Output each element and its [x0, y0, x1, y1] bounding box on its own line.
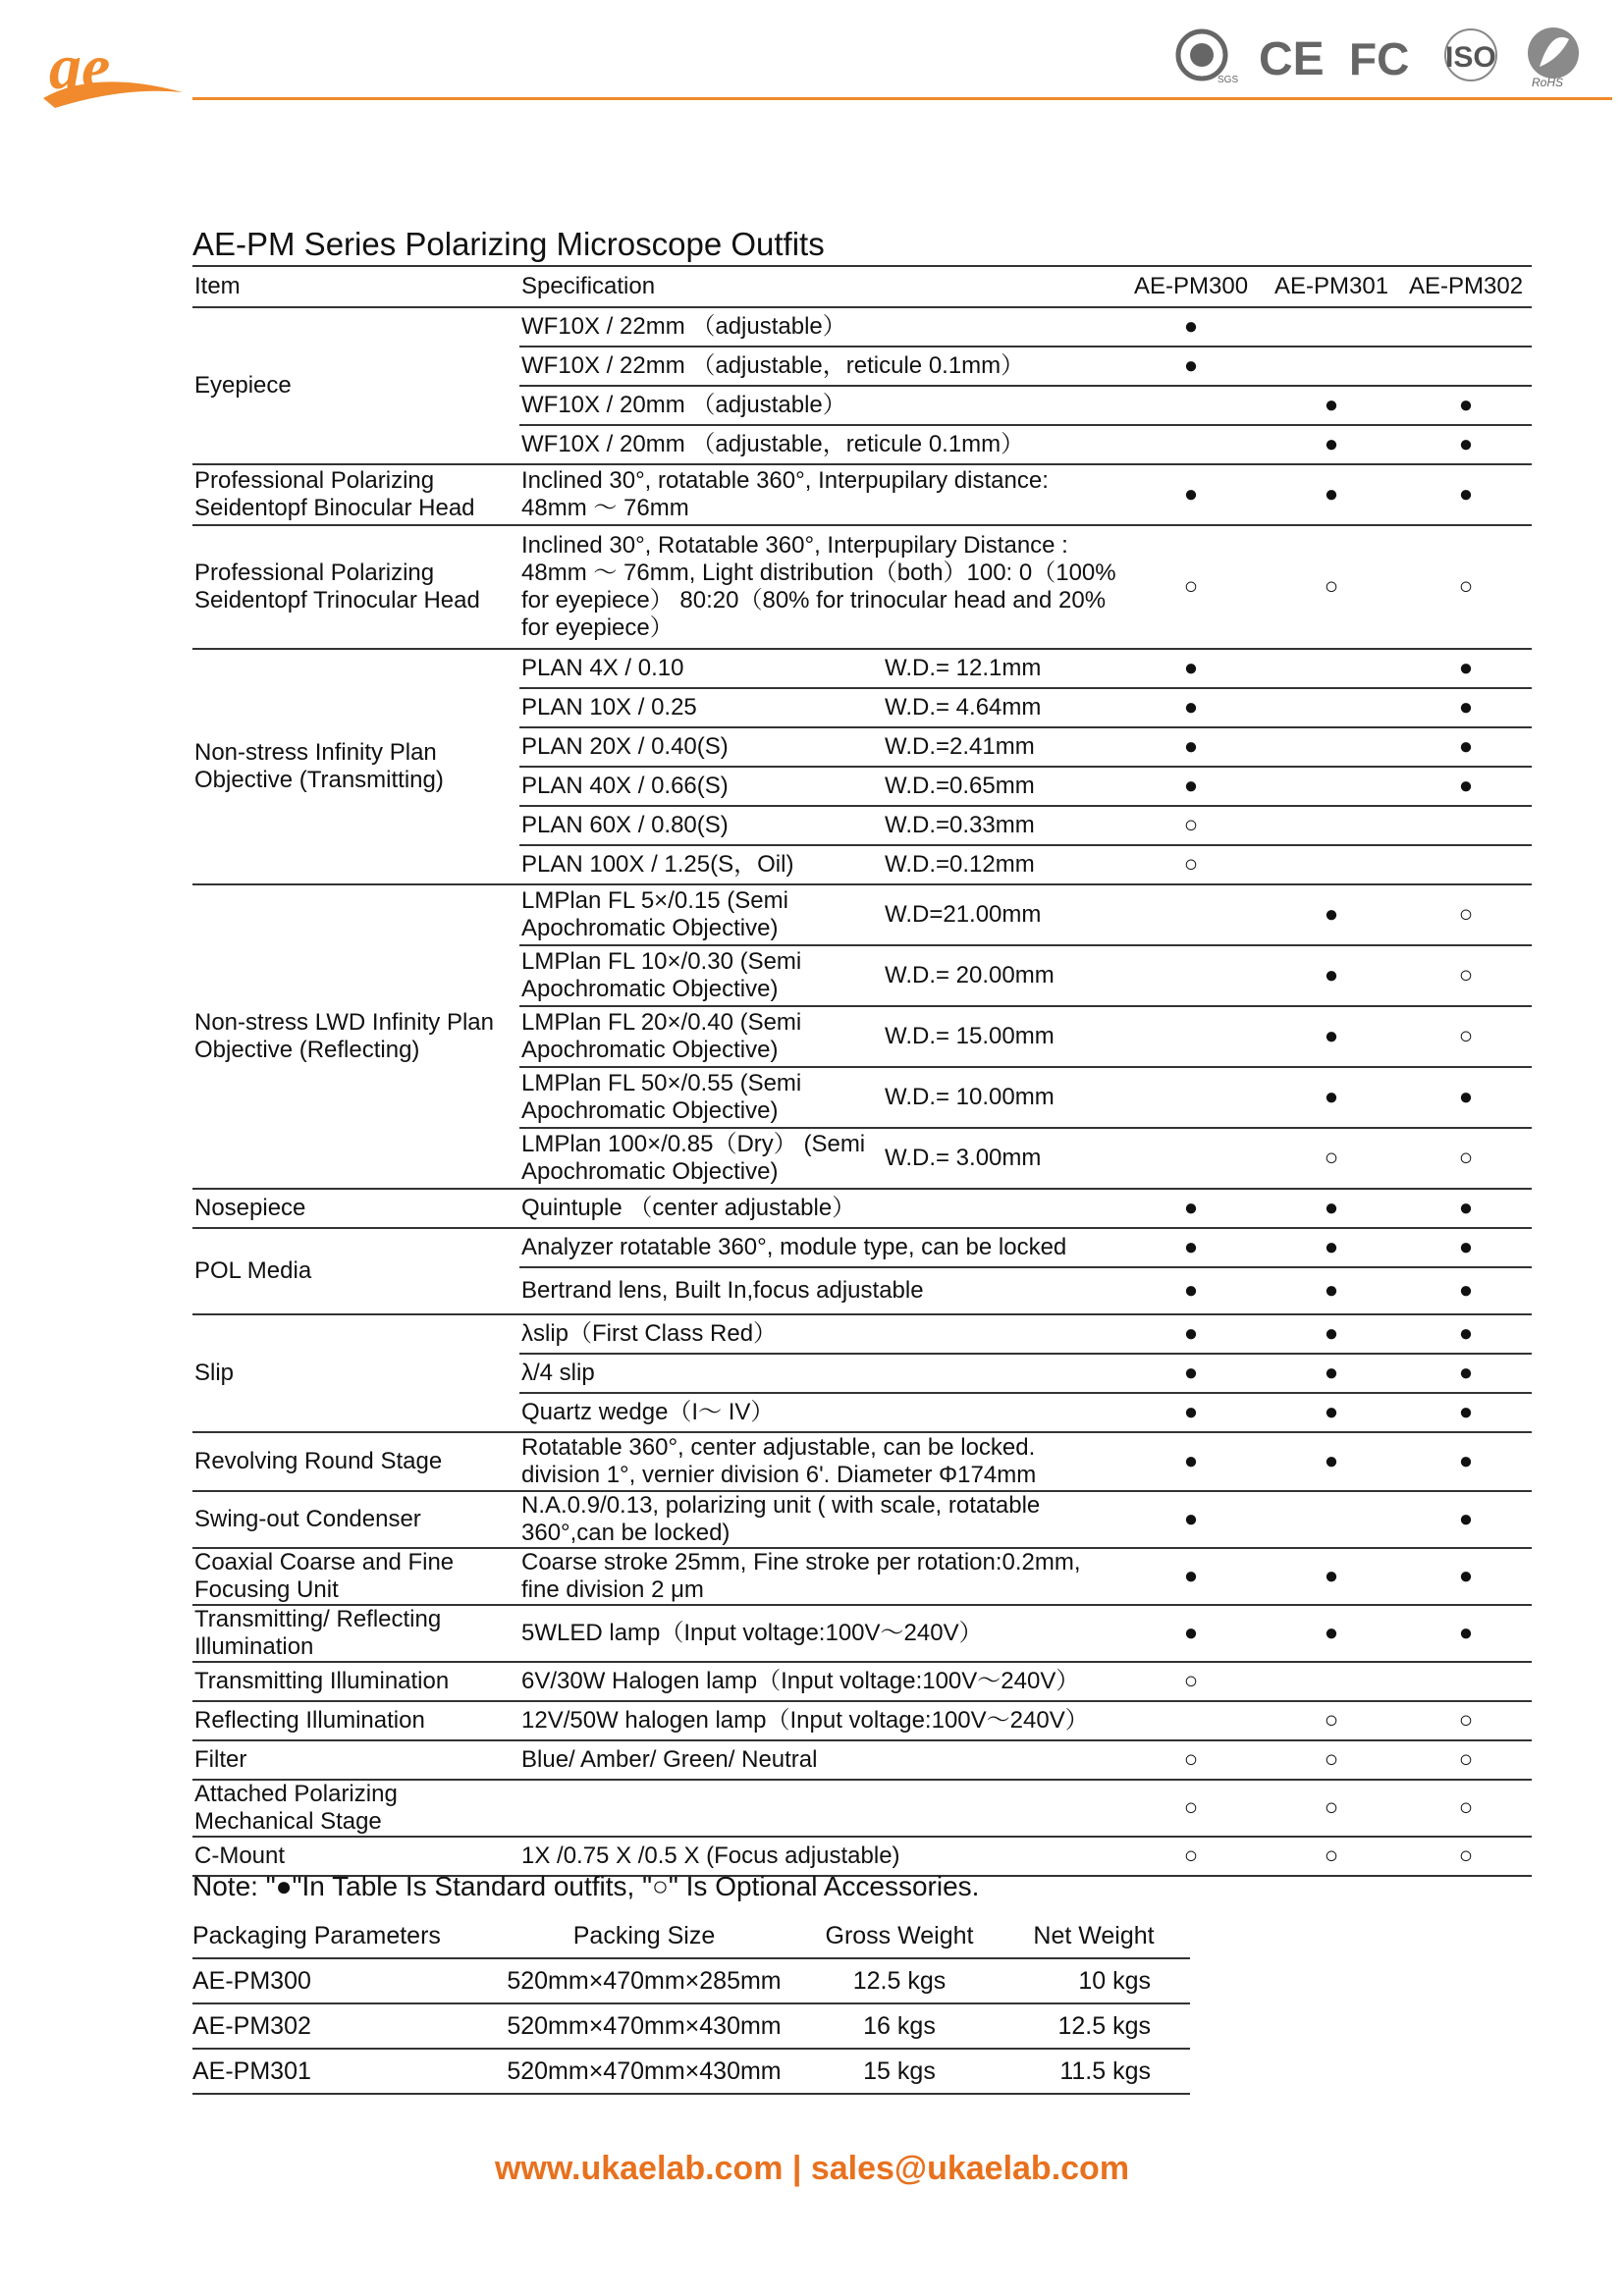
availability-mark: ○ — [1400, 1128, 1532, 1189]
spec-cell: LMPlan FL 20×/0.40 (Semi Apochromatic Objective) — [519, 1006, 883, 1067]
availability-mark — [1263, 649, 1400, 688]
spec-cell: PLAN 100X / 1.25(S，Oil) — [519, 845, 883, 884]
spec-cell: PLAN 4X / 0.10 — [519, 649, 883, 688]
availability-mark: ● — [1263, 386, 1400, 425]
availability-mark: ● — [1400, 425, 1532, 464]
availability-mark: ● — [1400, 1228, 1532, 1267]
availability-mark: ● — [1400, 386, 1532, 425]
availability-mark: ● — [1119, 1354, 1263, 1393]
spec-cell: Rotatable 360°, center adjustable, can be locked. division 1°, vernier division 6'. Diameter Φ174mm — [519, 1432, 1119, 1491]
availability-mark: ● — [1400, 1393, 1532, 1432]
page-title: AE-PM Series Polarizing Microscope Outfits — [192, 226, 825, 262]
availability-mark: ● — [1400, 727, 1532, 767]
item-cell: Reflecting Illumination — [192, 1701, 519, 1740]
packaging-row — [192, 2049, 1190, 2094]
item-cell: Transmitting Illumination — [192, 1662, 519, 1701]
pack-model: AE-PM302 — [192, 2003, 487, 2049]
availability-mark — [1263, 307, 1400, 347]
availability-mark — [1263, 806, 1400, 845]
pack-col-net: Net Weight — [998, 1914, 1190, 1958]
working-distance-cell: W.D.=2.41mm — [883, 727, 1119, 767]
spec-cell: Analyzer rotatable 360°, module type, can be locked — [519, 1228, 1119, 1267]
availability-mark: ● — [1400, 1548, 1532, 1605]
spec-row — [192, 1605, 1532, 1662]
pack-col-size: Packing Size — [487, 1914, 801, 1958]
spec-cell: LMPlan 100×/0.85（Dry） (Semi Apochromatic Objective) — [519, 1128, 883, 1189]
working-distance-cell: W.D=21.00mm — [883, 884, 1119, 945]
availability-mark: ● — [1119, 767, 1263, 806]
spec-cell: Quintuple （center adjustable） — [519, 1189, 1119, 1228]
availability-mark — [1119, 1701, 1263, 1740]
pack-model: AE-PM301 — [192, 2049, 487, 2094]
spec-cell: Coarse stroke 25mm, Fine stroke per rotation:0.2mm, fine division 2 μm — [519, 1548, 1119, 1605]
availability-mark: ● — [1263, 1314, 1400, 1354]
spec-cell: PLAN 20X / 0.40(S) — [519, 727, 883, 767]
spec-cell: WF10X / 22mm （adjustable，reticule 0.1mm） — [519, 347, 1119, 386]
item-cell: POL Media — [192, 1228, 519, 1314]
availability-mark: ○ — [1263, 525, 1400, 649]
spec-cell: Bertrand lens, Built In,focus adjustable — [519, 1267, 1119, 1314]
working-distance-cell: W.D.= 4.64mm — [883, 688, 1119, 727]
availability-mark — [1263, 1491, 1400, 1548]
pack-size: 520mm×470mm×430mm — [487, 2003, 801, 2049]
spec-row — [192, 525, 1532, 649]
spec-cell: PLAN 60X / 0.80(S) — [519, 806, 883, 845]
spec-cell: 5WLED lamp（Input voltage:100V～240V） — [519, 1605, 1119, 1662]
spec-row — [192, 464, 1532, 525]
spec-cell: Inclined 30°, rotatable 360°, Interpupilary distance: 48mm ～ 76mm — [519, 464, 1119, 525]
company-logo — [35, 29, 192, 118]
availability-mark: ● — [1400, 1267, 1532, 1314]
availability-mark: ○ — [1400, 1837, 1532, 1876]
availability-mark: ● — [1400, 1189, 1532, 1228]
spec-row — [192, 649, 1532, 688]
rohs-icon — [1528, 27, 1579, 89]
item-cell: Eyepiece — [192, 307, 519, 464]
availability-mark: ● — [1400, 688, 1532, 727]
availability-mark: ○ — [1263, 1780, 1400, 1837]
spec-row — [192, 1432, 1532, 1491]
item-cell: Swing-out Condenser — [192, 1491, 519, 1548]
availability-mark — [1263, 767, 1400, 806]
availability-mark: ○ — [1119, 1780, 1263, 1837]
availability-mark: ● — [1263, 1548, 1400, 1605]
availability-mark: ● — [1400, 1605, 1532, 1662]
availability-mark: ● — [1400, 1491, 1532, 1548]
availability-mark — [1119, 884, 1263, 945]
availability-mark — [1119, 1006, 1263, 1067]
availability-mark: ● — [1263, 464, 1400, 525]
spec-cell: WF10X / 22mm （adjustable） — [519, 307, 1119, 347]
col-ae-pm302: AE-PM302 — [1400, 266, 1532, 307]
spec-row — [192, 1662, 1532, 1701]
spec-row — [192, 1740, 1532, 1780]
availability-mark: ● — [1263, 1228, 1400, 1267]
packaging-header — [192, 1914, 1190, 1958]
spec-cell: 6V/30W Halogen lamp（Input voltage:100V～240V） — [519, 1662, 1119, 1701]
pack-col-params: Packaging Parameters — [192, 1914, 487, 1958]
svg-text:CE: CE — [1259, 33, 1325, 85]
spec-cell: λ/4 slip — [519, 1354, 1119, 1393]
availability-mark: ● — [1119, 347, 1263, 386]
availability-mark: ● — [1119, 1491, 1263, 1548]
item-cell: Transmitting/ Reflecting Illumination — [192, 1605, 519, 1662]
availability-mark: ○ — [1400, 1780, 1532, 1837]
availability-mark: ● — [1119, 464, 1263, 525]
packaging-table — [192, 1914, 1190, 2095]
working-distance-cell: W.D.= 15.00mm — [883, 1006, 1119, 1067]
availability-mark — [1263, 347, 1400, 386]
availability-mark: ● — [1263, 1189, 1400, 1228]
availability-mark — [1400, 845, 1532, 884]
working-distance-cell: W.D.=0.12mm — [883, 845, 1119, 884]
sgs-icon — [1178, 31, 1238, 85]
spec-row — [192, 1780, 1532, 1837]
spec-cell: LMPlan FL 5×/0.15 (Semi Apochromatic Objective) — [519, 884, 883, 945]
spec-row — [192, 1228, 1532, 1267]
svg-text:SGS: SGS — [1218, 75, 1239, 85]
footer-contact: www.ukaelab.com | sales@ukaelab.com — [494, 2150, 1130, 2187]
spec-row — [192, 884, 1532, 945]
availability-mark: ○ — [1400, 1701, 1532, 1740]
pack-gross-weight: 12.5 kgs — [801, 1958, 998, 2003]
availability-mark: ○ — [1400, 1740, 1532, 1780]
packaging-row — [192, 1958, 1190, 2003]
spec-cell: WF10X / 20mm （adjustable） — [519, 386, 1119, 425]
spec-cell: PLAN 10X / 0.25 — [519, 688, 883, 727]
pack-net-weight: 12.5 kgs — [998, 2003, 1190, 2049]
availability-mark: ● — [1263, 1432, 1400, 1491]
availability-mark — [1119, 1128, 1263, 1189]
availability-mark: ○ — [1119, 806, 1263, 845]
availability-mark: ○ — [1400, 884, 1532, 945]
spec-cell: LMPlan FL 10×/0.30 (Semi Apochromatic Objective) — [519, 945, 883, 1006]
availability-mark: ● — [1400, 767, 1532, 806]
pack-size: 520mm×470mm×430mm — [487, 2049, 801, 2094]
availability-mark — [1400, 806, 1532, 845]
iso-icon — [1445, 29, 1496, 80]
availability-mark — [1119, 386, 1263, 425]
item-cell: Coaxial Coarse and Fine Focusing Unit — [192, 1548, 519, 1605]
spec-table — [192, 265, 1532, 1877]
availability-mark: ● — [1119, 727, 1263, 767]
availability-mark: ○ — [1400, 945, 1532, 1006]
pack-gross-weight: 16 kgs — [801, 2003, 998, 2049]
col-specification: Specification — [519, 266, 1119, 307]
availability-mark: ● — [1263, 884, 1400, 945]
spec-cell: λslip（First Class Red） — [519, 1314, 1119, 1354]
pack-net-weight: 10 kgs — [998, 1958, 1190, 2003]
availability-mark — [1400, 347, 1532, 386]
availability-mark — [1263, 845, 1400, 884]
item-cell: Attached Polarizing Mechanical Stage — [192, 1780, 519, 1837]
item-cell: Professional Polarizing Seidentopf Trinocular Head — [192, 525, 519, 649]
availability-mark: ● — [1119, 307, 1263, 347]
availability-mark: ● — [1400, 1314, 1532, 1354]
logo-text: ae — [49, 31, 111, 103]
spec-cell: Quartz wedge（I～ IV） — [519, 1393, 1119, 1432]
availability-mark: ● — [1119, 1267, 1263, 1314]
availability-mark: ○ — [1263, 1701, 1400, 1740]
spec-table-header — [192, 266, 1532, 307]
availability-mark: ○ — [1119, 1837, 1263, 1876]
availability-mark: ● — [1400, 1354, 1532, 1393]
working-distance-cell: W.D.=0.33mm — [883, 806, 1119, 845]
availability-mark: ● — [1263, 1605, 1400, 1662]
working-distance-cell: W.D.= 10.00mm — [883, 1067, 1119, 1128]
availability-mark: ● — [1400, 464, 1532, 525]
pack-net-weight: 11.5 kgs — [998, 2049, 1190, 2094]
spec-cell: LMPlan FL 50×/0.55 (Semi Apochromatic Objective) — [519, 1067, 883, 1128]
spec-cell: 12V/50W halogen lamp（Input voltage:100V～240V） — [519, 1701, 1119, 1740]
availability-mark — [1263, 688, 1400, 727]
spec-cell: N.A.0.9/0.13, polarizing unit ( with scale, rotatable 360°,can be locked) — [519, 1491, 1119, 1548]
item-cell: Non-stress LWD Infinity Plan Objective (Reflecting) — [192, 884, 519, 1189]
spec-cell: PLAN 40X / 0.66(S) — [519, 767, 883, 806]
header-divider — [192, 97, 1612, 100]
spec-row — [192, 1548, 1532, 1605]
availability-mark: ● — [1263, 1354, 1400, 1393]
availability-mark — [1119, 1067, 1263, 1128]
pack-gross-weight: 15 kgs — [801, 2049, 998, 2094]
availability-mark: ● — [1119, 1314, 1263, 1354]
spec-row — [192, 1837, 1532, 1876]
spec-cell — [519, 1780, 1119, 1837]
spec-row — [192, 1314, 1532, 1354]
spec-row — [192, 1701, 1532, 1740]
fc-icon — [1349, 33, 1409, 84]
availability-mark: ● — [1263, 1267, 1400, 1314]
availability-mark: ○ — [1119, 1740, 1263, 1780]
availability-mark — [1400, 307, 1532, 347]
availability-mark: ● — [1263, 1393, 1400, 1432]
working-distance-cell: W.D.= 20.00mm — [883, 945, 1119, 1006]
svg-text:RoHS: RoHS — [1532, 76, 1564, 89]
packaging-row — [192, 2003, 1190, 2049]
availability-mark: ○ — [1263, 1128, 1400, 1189]
availability-mark: ○ — [1119, 1662, 1263, 1701]
availability-mark: ○ — [1400, 525, 1532, 649]
availability-mark — [1263, 727, 1400, 767]
certification-logos — [1174, 22, 1587, 90]
availability-mark — [1400, 1662, 1532, 1701]
availability-mark: ● — [1400, 1432, 1532, 1491]
working-distance-cell: W.D.=0.65mm — [883, 767, 1119, 806]
availability-mark: ● — [1263, 1067, 1400, 1128]
item-cell: Revolving Round Stage — [192, 1432, 519, 1491]
svg-text:FC: FC — [1349, 33, 1410, 84]
spec-cell: Inclined 30°, Rotatable 360°, Interpupilary Distance : 48mm ～ 76mm, Light distribution（both）100: 0（100% for eyepiece） 80:20（80% for trinocular head and 20% for eyepiece） — [519, 525, 1119, 649]
spec-row — [192, 1491, 1532, 1548]
col-ae-pm301: AE-PM301 — [1263, 266, 1400, 307]
working-distance-cell: W.D.= 3.00mm — [883, 1128, 1119, 1189]
pack-size: 520mm×470mm×285mm — [487, 1958, 801, 2003]
availability-mark: ● — [1263, 425, 1400, 464]
svg-text:ISO: ISO — [1445, 41, 1496, 74]
item-cell: Slip — [192, 1314, 519, 1432]
spec-cell: WF10X / 20mm （adjustable，reticule 0.1mm） — [519, 425, 1119, 464]
availability-mark: ● — [1119, 1432, 1263, 1491]
availability-mark: ● — [1119, 1605, 1263, 1662]
availability-mark: ○ — [1119, 525, 1263, 649]
pack-col-gross: Gross Weight — [801, 1914, 998, 1958]
availability-mark: ● — [1400, 1067, 1532, 1128]
availability-mark — [1119, 945, 1263, 1006]
availability-mark: ● — [1119, 649, 1263, 688]
legend-note: Note: "●"In Table Is Standard outfits, "○" Is Optional Accessories. — [192, 1871, 980, 1901]
availability-mark: ○ — [1263, 1740, 1400, 1780]
item-cell: Non-stress Infinity Plan Objective (Transmitting) — [192, 649, 519, 884]
item-cell: Nosepiece — [192, 1189, 519, 1228]
availability-mark: ○ — [1119, 845, 1263, 884]
pack-model: AE-PM300 — [192, 1958, 487, 2003]
spec-cell: 1X /0.75 X /0.5 X (Focus adjustable) — [519, 1837, 1119, 1876]
availability-mark: ● — [1119, 1393, 1263, 1432]
availability-mark: ○ — [1400, 1006, 1532, 1067]
col-item: Item — [192, 266, 519, 307]
spec-row — [192, 1189, 1532, 1228]
availability-mark — [1119, 425, 1263, 464]
spec-cell: Blue/ Amber/ Green/ Neutral — [519, 1740, 1119, 1780]
item-cell: Professional Polarizing Seidentopf Binocular Head — [192, 464, 519, 525]
availability-mark — [1263, 1662, 1400, 1701]
availability-mark: ● — [1119, 1228, 1263, 1267]
item-cell: Filter — [192, 1740, 519, 1780]
availability-mark: ● — [1263, 945, 1400, 1006]
availability-mark: ● — [1119, 1189, 1263, 1228]
availability-mark: ● — [1400, 649, 1532, 688]
availability-mark: ● — [1119, 1548, 1263, 1605]
availability-mark: ● — [1119, 688, 1263, 727]
ce-icon — [1259, 33, 1325, 85]
item-cell: C-Mount — [192, 1837, 519, 1876]
working-distance-cell: W.D.= 12.1mm — [883, 649, 1119, 688]
spec-row — [192, 307, 1532, 347]
availability-mark: ○ — [1263, 1837, 1400, 1876]
col-ae-pm300: AE-PM300 — [1119, 266, 1263, 307]
availability-mark: ● — [1263, 1006, 1400, 1067]
